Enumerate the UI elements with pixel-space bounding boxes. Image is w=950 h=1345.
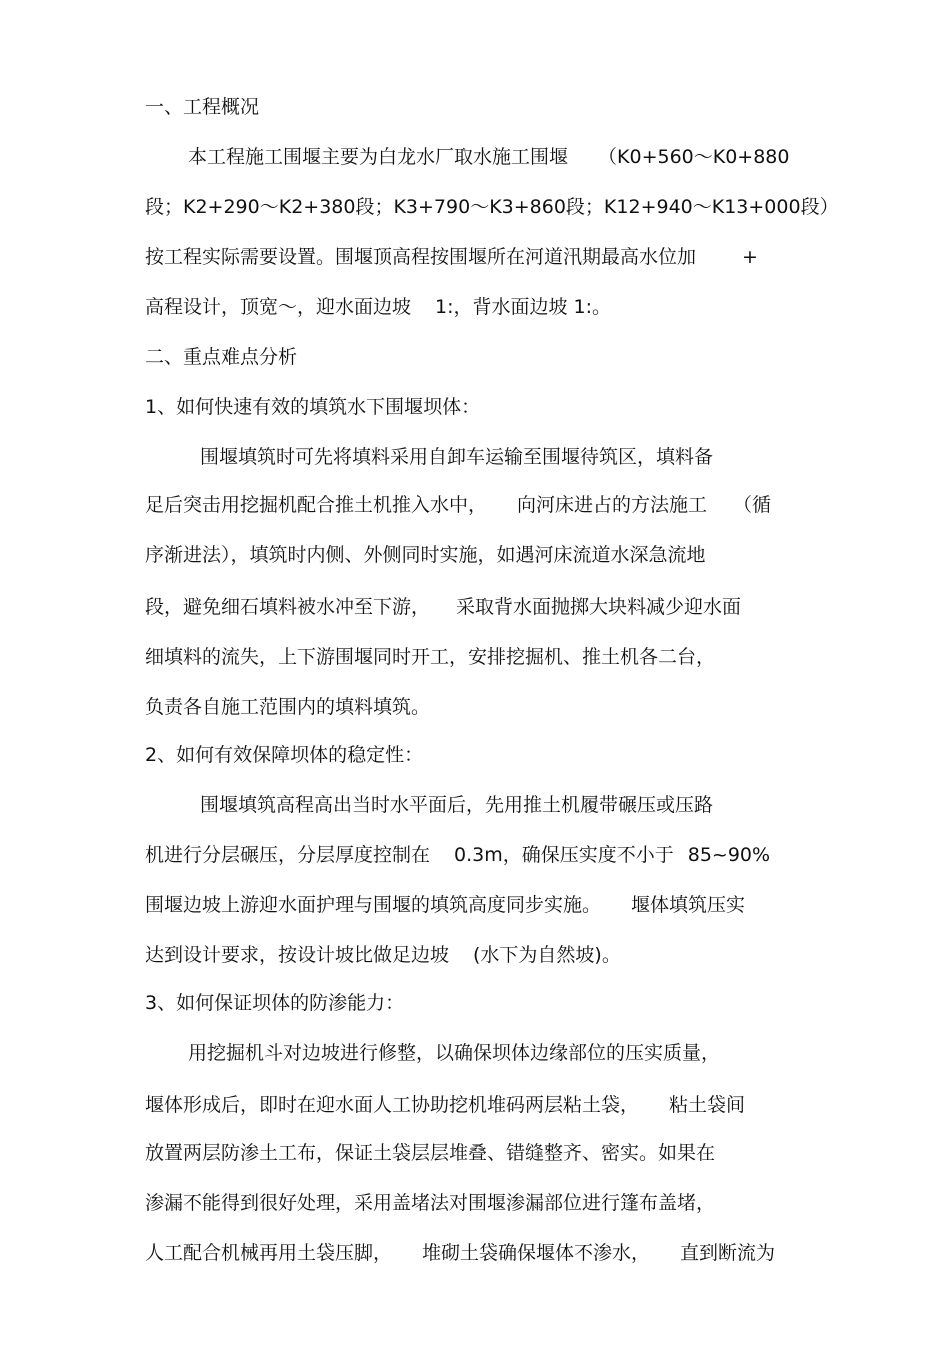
question-heading-3 [145,990,825,1016]
heading-text: 二、重点难点分析 [145,346,298,368]
heading-text: 2、如何有效保障坝体的稳定性： [145,744,424,766]
text-segment: 段；K2+290～K2+380段；K3+790～K3+860段；K12+940～K13+000段） [145,196,839,218]
text-segment: (水下为自然坡)。 [473,944,621,966]
heading-text: 3、如何保证坝体的防渗能力： [145,992,405,1014]
paragraph-line [145,1240,825,1266]
text-segment: 放置两层防渗土工布，保证土袋层层堆叠、错缝整齐、密实。如果在 [145,1142,716,1164]
question-heading-2 [145,742,825,768]
text-segment: 1:，背水面边坡 1:。 [435,296,612,318]
text-segment: （循 [733,494,772,516]
text-segment: 围堰边坡上游迎水面护理与围堰的填筑高度同步实施。 [145,894,602,916]
paragraph-line [145,1140,825,1166]
text-segment: 达到设计要求，按设计坡比做足边坡 [145,944,450,966]
paragraph-line [145,1092,825,1118]
text-segment: 高程设计，顶宽～，迎水面边坡 [145,296,412,318]
text-segment: 围堰填筑高程高出当时水平面后，先用推土机履带碾压或压路 [200,794,714,816]
text-segment: 人工配合机械再用土袋压脚， [145,1242,393,1264]
text-segment: 序渐进法），填筑时内侧、外侧同时实施，如遇河床流道水深急流地 [145,544,706,566]
text-segment: 段，避免细石填料被水冲至下游， [145,596,431,618]
text-segment: 堰体形成后，即时在迎水面人工协助挖机堆码两层粘土袋， [145,1094,640,1116]
text-segment: 直到断流为 [680,1242,776,1264]
paragraph-line [145,194,839,220]
text-segment: 85~90% [687,844,771,866]
heading-text: 一、工程概况 [145,96,260,118]
text-segment: 用挖掘机斗对边坡进行修整，以确保坝体边缘部位的压实质量， [188,1042,721,1064]
question-heading-1 [145,394,825,420]
paragraph-line [145,892,825,918]
text-segment: 0.3m，确保压实度不小于 [454,844,674,866]
section-heading-analysis [145,344,825,370]
text-segment: 机进行分层碾压，分层厚度控制在 [145,844,431,866]
paragraph-line [145,294,825,320]
text-segment: 堰体填筑压实 [631,894,746,916]
paragraph-line [145,942,825,968]
paragraph-line [145,644,825,670]
paragraph-line [145,492,825,518]
text-segment: 按工程实际需要设置。围堰顶高程按围堰所在河道汛期最高水位加 [145,246,697,268]
paragraph-line [200,792,880,818]
paragraph-line [145,1190,825,1216]
text-segment: 堆砌土袋确保堰体不渗水， [422,1242,651,1264]
paragraph-line [145,542,825,568]
text-segment: + [742,246,758,268]
heading-text: 1、如何快速有效的填筑水下围堰坝体： [145,396,481,418]
text-segment: 细填料的流失，上下游围堰同时开工，安排挖掘机、推土机各二台， [145,646,716,668]
text-segment: 负责各自施工范围内的填料填筑。 [145,696,431,718]
text-segment: 粘土袋间 [669,1094,746,1116]
text-segment: 围堰填筑时可先将填料采用自卸车运输至围堰待筑区，填料备 [200,446,714,468]
paragraph-line [145,594,825,620]
section-heading-overview [145,94,825,120]
text-segment: 采取背水面抛掷大块料减少迎水面 [456,596,742,618]
paragraph-line [145,842,825,868]
text-segment: （K0+560～K0+880 [598,146,790,168]
paragraph-line [145,244,825,270]
paragraph-line [200,444,880,470]
paragraph-line [145,694,825,720]
paragraph-line [188,1040,868,1066]
paragraph-line [188,144,868,170]
text-segment: 向河床进占的方法施工 [517,494,708,516]
text-segment: 足后突击用挖掘机配合推土机推入水中， [145,494,488,516]
text-segment: 本工程施工围堰主要为白龙水厂取水施工围堰 [188,146,569,168]
text-segment: 渗漏不能得到很好处理，采用盖堵法对围堰渗漏部位进行篷布盖堵， [145,1192,716,1214]
